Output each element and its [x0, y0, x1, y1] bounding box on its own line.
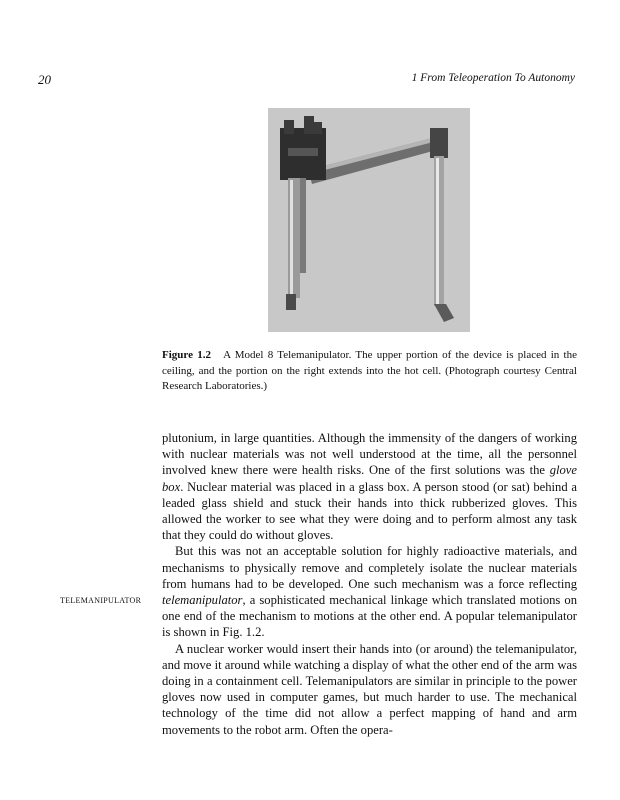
paragraph-2: But this was not an acceptable solution for highly radioactive materials, and mechanisms to physically remove and completely isolate the nuclear materials from humans had to be developed. One such mechanism was a force reflecting telemanipulator, a sophisticated mechanical linkage which translated motions on one end of the mechanism to motions at the other end. A popular telemanipulator is shown in Fig. 1.2. [162, 544, 577, 640]
page-number: 20 [38, 72, 51, 87]
body-text [162, 430, 577, 738]
figure-caption-text: A Model 8 Telemanipulator. The upper portion of the device is placed in the ceiling, and the portion on the right extends into the hot cell. (Photograph courtesy Central Research Laboratories.) [162, 349, 577, 392]
telemanipulator-photo [268, 108, 470, 332]
margin-note: TELEMANIPULATOR [60, 596, 142, 605]
term-glove-box: glove box [162, 463, 577, 494]
figure-label: Figure 1.2 [162, 349, 211, 361]
figure-caption [162, 348, 577, 395]
paragraph-3: A nuclear worker would insert their hands into (or around) the telemanipulator, and move it around while watching a display of what the other end of the arm was doing in a containment cell. Telemanipulators are similar in principle to the power gloves now used in computer games, but much harder to use. The mechanical technology of the time did not allow a perfect mapping of hand and arm movements to the robot arm. Often the opera- [162, 641, 577, 737]
running-title: 1 From Teleoperation To Autonomy [411, 72, 575, 84]
paragraph-1: plutonium, in large quantities. Although the immensity of the dangers of working with nuclear materials was not well understood at the time, all the personnel involved knew there were health risks. One of the first solutions was the glove box. Nuclear material was placed in a glass box. A person stood (or sat) behind a leaded glass shield and stuck their hands into thick rubberized gloves. This allowed the worker to see what they were doing and to perform almost any task that they could do without gloves. [162, 431, 577, 543]
term-telemanipulator: telemanipulator [162, 593, 243, 608]
